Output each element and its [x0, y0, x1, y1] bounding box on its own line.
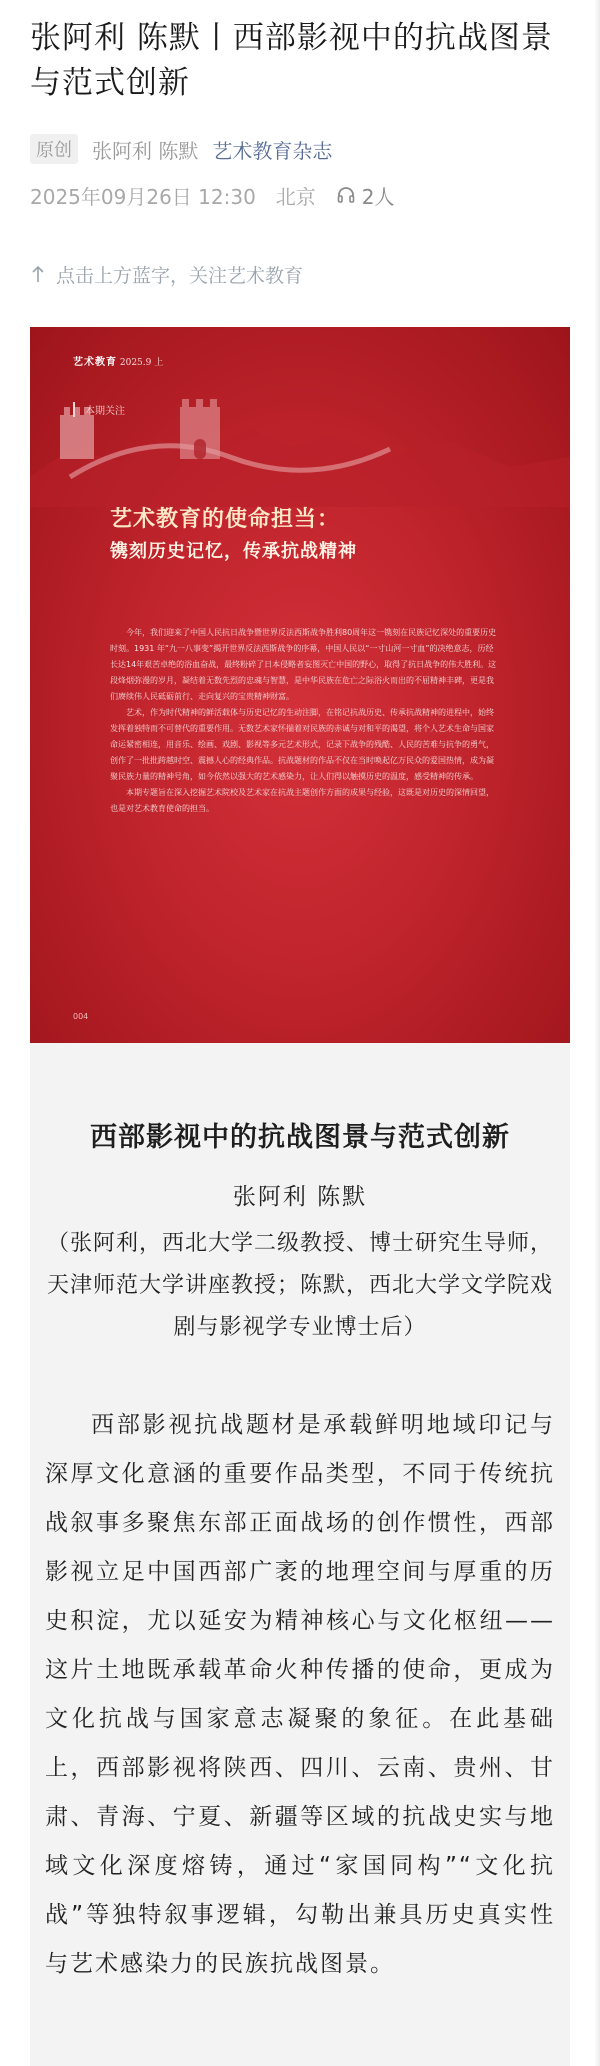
- article-body-section: [30, 1043, 570, 2066]
- author-affiliation: （张阿利，西北大学二级教授、博士研究生导师，天津师范大学讲座教授；陈默，西北大学文学院戏剧与影视学专业博士后）: [46, 1231, 553, 1340]
- poster-paragraph: 本期专题旨在深入挖掘艺术院校及艺术家在抗战主题创作方面的成果与经验，这既是对历史的深情回望，也是对艺术教育使命的担当。: [110, 788, 494, 813]
- article-meta-row: [30, 132, 332, 166]
- arrow-up-icon: [30, 264, 46, 284]
- author-names: 张阿利 陈默: [92, 138, 199, 163]
- poster-paragraph: 艺术，作为时代精神的鲜活载体与历史记忆的生动注脚，在铭记抗战历史、传承抗战精神的进程中，始终发挥着独特而不可替代的重要作用。无数艺术家怀揣着对民族的赤诚与对和平的渴望，将个人艺术生命与国家命运紧密相连，用音乐、绘画、戏剧、影视等多元艺术形式，记录下战争的残酷、人民的苦难与抗争的勇气，创作了一批批跨越时空、震撼人心的经典作品。抗战题材的作品不仅在当时唤起亿万民众的爱国热情，成为凝聚民族力量的精神号角，如今依然以强大的艺术感染力，让人们得以触摸历史的温度，感受精神的传承。: [110, 708, 494, 781]
- poster-paragraph: 今年，我们迎来了中国人民抗日战争暨世界反法西斯战争胜利80周年这一镌刻在民族记忆深处的重要历史时刻。1931 年“九一八事变”揭开世界反法西斯战争的序幕，中国人民以“一寸山河一寸血”的决绝意志，历经长达14年艰苦卓绝的浴血奋战，最终粉碎了日本侵略者妄图灭亡中国的野心，取得了抗日战争的伟大胜利。这段烽烟弥漫的岁月，凝结着无数先烈的忠魂与智慧，是中华民族在危亡之际浴火而出的不屈精神丰碑，更是我们赓续伟人民砥砺前行、走向复兴的宝贵精神财富。: [110, 628, 497, 701]
- headphones-icon: [336, 185, 356, 205]
- poster-logo: 艺术教育 2025.9 上: [73, 357, 164, 368]
- scroll-edge-shadow: [594, 0, 600, 2066]
- body-authors: 张阿利 陈默: [232, 1184, 368, 1210]
- poster-page-number: 004: [73, 1012, 89, 1021]
- poster-headline: 艺术教育的使命担当：: [110, 507, 341, 532]
- account-name-link[interactable]: 艺术教育杂志: [212, 138, 333, 163]
- original-badge: 原创: [30, 134, 78, 164]
- follow-prompt-text: 点击上方蓝字，关注艺术教育: [56, 264, 304, 287]
- poster-text: [110, 625, 500, 817]
- follow-prompt[interactable]: [30, 258, 303, 290]
- listen-button[interactable]: [336, 181, 395, 210]
- listener-count: 2人: [361, 184, 395, 209]
- publish-datetime: 2025年09月26日 12:30: [30, 184, 256, 209]
- body-paragraph: 西部影视抗战题材是承载鲜明地域印记与深厚文化意涵的重要作品类型，不同于传统抗战叙事多聚焦东部正面战场的创作惯性，西部影视立足中国西部广袤的地理空间与厚重的历史积淀，尤以延安为精神核心与文化枢纽——这片土地既承载革命火种传播的使命，更成为文化抗战与国家意志凝聚的象征。在此基础上，西部影视将陕西、四川、云南、贵州、甘肃、青海、宁夏、新疆等区域的抗战史实与地域文化深度熔铸，通过“家国同构”“文化抗战”等独特叙事逻辑，勾勒出兼具历史真实性与艺术感染力的民族抗战图景。: [45, 1412, 555, 1977]
- article-title: 张阿利 陈默丨西部影视中的抗战图景与范式创新: [30, 20, 553, 101]
- publish-info-row: [30, 178, 395, 212]
- publish-location: 北京: [275, 184, 316, 209]
- poster-subheadline: 镌刻历史记忆，传承抗战精神: [110, 541, 357, 562]
- great-wall-illustration: [30, 357, 570, 507]
- cover-poster-image: [30, 327, 570, 1043]
- poster-tag: 本期关注: [73, 402, 125, 417]
- body-title: 西部影视中的抗战图景与范式创新: [90, 1122, 510, 1153]
